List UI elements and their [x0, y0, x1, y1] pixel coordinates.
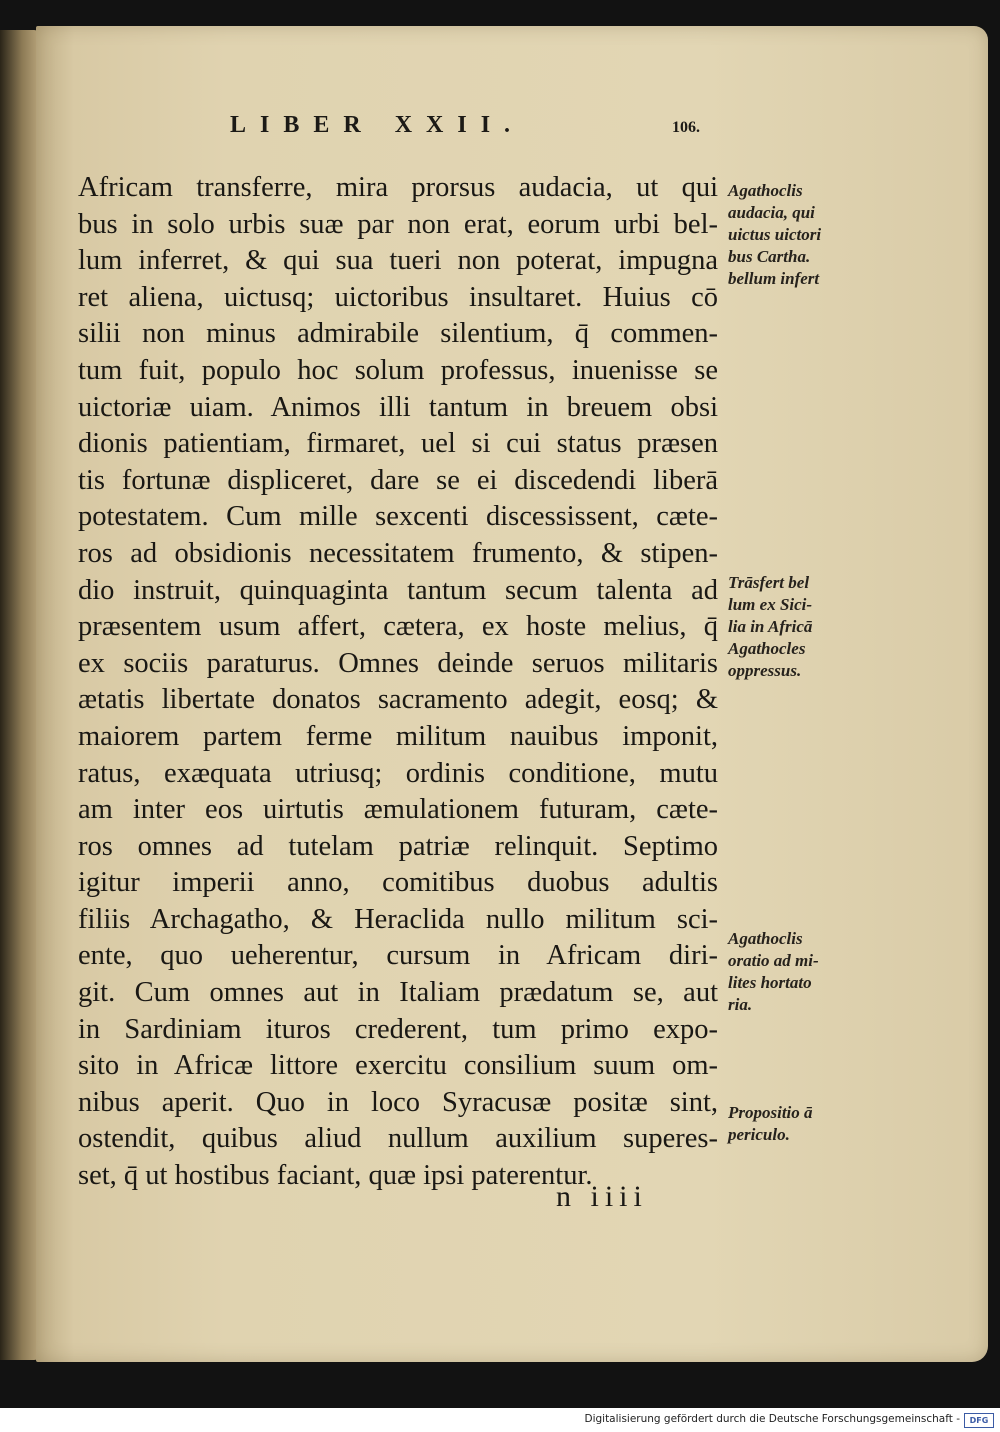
running-head-title: LIBER XXII.: [230, 112, 525, 138]
text-line: am inter eos uirtutis æmulationem futuram, cæte-: [78, 794, 718, 826]
funding-notice: Digitalisierung gefördert durch die Deutsche Forschungsgemeinschaft -: [584, 1413, 960, 1425]
text-line: ret aliena, uictusq; uictoribus insultaret. Huius cō: [78, 281, 718, 313]
margin-note-line: audacia, qui: [728, 203, 815, 222]
margin-note-line: oratio ad mi-: [728, 951, 819, 970]
text-line: præsentem usum affert, cætera, ex hoste melius, q̄: [78, 611, 718, 643]
text-line: sito in Africæ littore exercitu consilium suum om-: [78, 1050, 718, 1082]
text-line: tis fortunæ displiceret, dare se ei discedendi liberā: [78, 464, 718, 496]
text-line: filiis Archagatho, & Heraclida nullo militum sci-: [78, 903, 718, 935]
margin-note-line: periculo.: [728, 1125, 790, 1144]
text-line: maiorem partem ferme militum nauibus imponit,: [78, 720, 718, 752]
margin-note-line: lum ex Sici-: [728, 595, 813, 614]
text-line: ratus, exæquata utriusq; ordinis conditione, mutu: [78, 757, 718, 789]
text-line: lum inferret, & qui sua tueri non poterat, impugna: [78, 245, 718, 277]
margin-note-line: Agathocles: [728, 639, 806, 658]
text-line: ros omnes ad tutelam patriæ relinquit. Septimo: [78, 830, 718, 862]
margin-note-line: ria.: [728, 995, 753, 1014]
book-spine: [0, 30, 40, 1360]
text-line: ex sociis paraturus. Omnes deinde seruos militaris: [78, 647, 718, 679]
margin-note-line: bus Cartha.: [728, 247, 811, 266]
text-line: Africam transferre, mira prorsus audacia, ut qui: [78, 172, 718, 203]
margin-note-line: Agathoclis: [728, 181, 803, 200]
margin-note-line: lia in Africā: [728, 617, 813, 636]
margin-note-line: oppressus.: [728, 661, 802, 680]
footer-bar: [0, 1408, 1000, 1432]
text-line: git. Cum omnes aut in Italiam prædatum se, aut: [78, 977, 718, 1009]
text-line: set, q̄ ut hostibus faciant, quæ ipsi paterentur.: [78, 1160, 593, 1192]
margin-note: [728, 1102, 843, 1146]
margin-note-line: bellum infert: [728, 269, 820, 288]
margin-note: [728, 180, 843, 290]
text-line: in Sardiniam ituros crederent, tum primo expo-: [78, 1013, 718, 1045]
margin-note-line: Trāsfert bel: [728, 573, 810, 592]
margin-note: [728, 572, 843, 682]
text-line: ente, quo ueherentur, cursum in Africam diri-: [78, 940, 718, 972]
text-line: ros ad obsidionis necessitatem frumento, & stipen-: [78, 537, 718, 569]
text-line: dio instruit, quinquaginta tantum secum talenta ad: [78, 574, 718, 606]
margin-note-line: Agathoclis: [728, 929, 803, 948]
text-line: nibus aperit. Quo in loco Syracusæ positæ sint,: [78, 1086, 718, 1118]
margin-note-line: uictus uictori: [728, 225, 822, 244]
dfg-logo: DFG: [964, 1413, 994, 1428]
text-line: ætatis libertate donatos sacramento adegit, eosq; &: [78, 684, 718, 716]
text-line: ostendit, quibus aliud nullum auxilium superes-: [78, 1123, 718, 1155]
folio-number: 106.: [672, 119, 700, 136]
text-line: dionis patientiam, firmaret, uel si cui status præsen: [78, 428, 718, 460]
margin-note: [728, 928, 843, 1016]
margin-note-line: Propositio ā: [728, 1103, 813, 1122]
text-line: uictoriæ uiam. Animos illi tantum in breuem obsi: [78, 391, 718, 423]
signature-mark: n iiii: [556, 1180, 648, 1213]
margin-note-line: lites hortato: [728, 973, 812, 992]
text-line: igitur imperii anno, comitibus duobus adultis: [78, 867, 718, 899]
text-line: potestatem. Cum mille sexcenti discessissent, cæte-: [78, 501, 718, 533]
text-line: tum fuit, populo hoc solum professus, inuenisse se: [78, 354, 718, 386]
text-line: bus in solo urbis suæ par non erat, eorum urbi bel-: [78, 208, 718, 240]
running-head: [230, 112, 700, 139]
main-text-block: [78, 170, 718, 1195]
text-line: silii non minus admirabile silentium, q̄ commen-: [78, 318, 718, 350]
